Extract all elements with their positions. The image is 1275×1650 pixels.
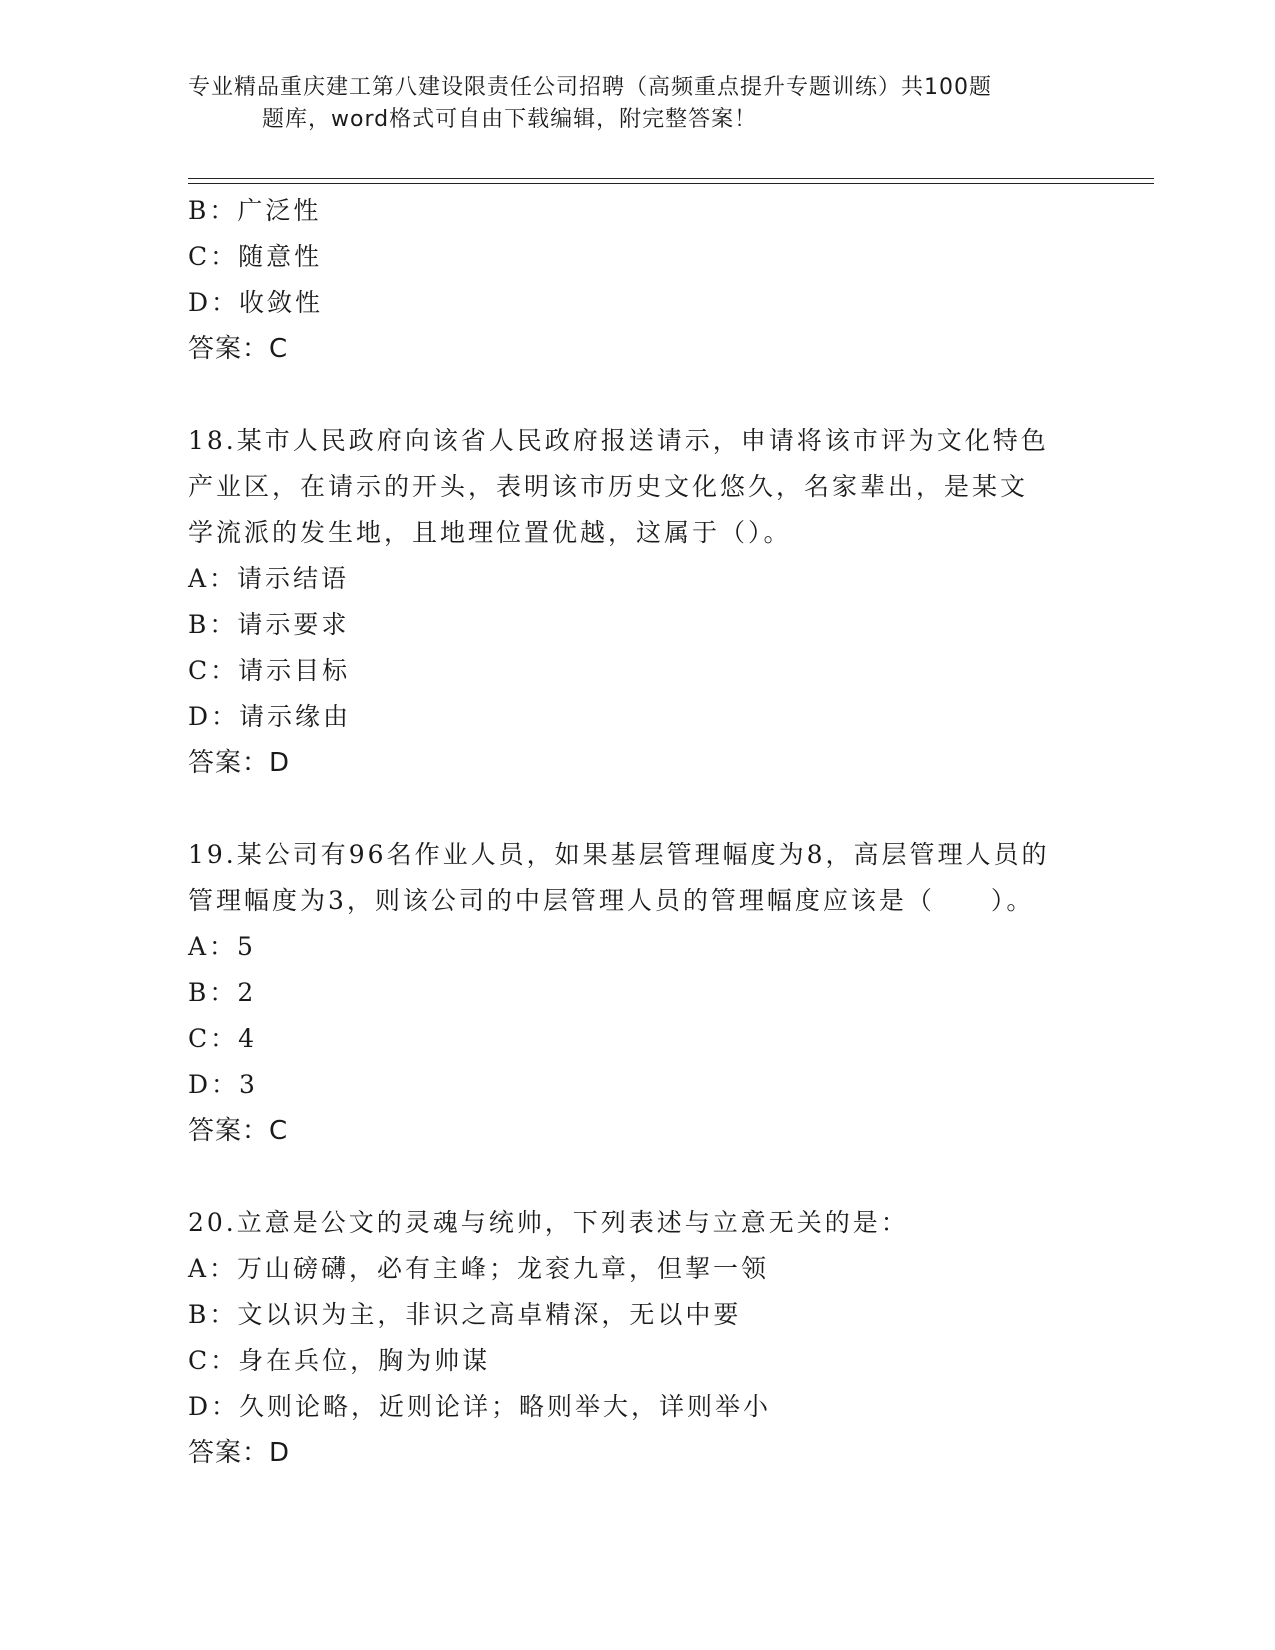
question-18 — [188, 418, 1088, 786]
question-stem-line: 19.某公司有96名作业人员，如果基层管理幅度为8，高层管理人员的 — [188, 840, 1050, 869]
option-d: D：3 — [188, 1070, 258, 1099]
header-divider-bottom — [188, 183, 1154, 184]
question-stem-line: 管理幅度为3，则该公司的中层管理人员的管理幅度应该是（ ）。 — [188, 886, 1035, 915]
page-header — [188, 72, 1068, 136]
answer-line: 答案：C — [188, 1116, 289, 1146]
header-title-line-2: 题库，word格式可自由下载编辑，附完整答案！ — [262, 107, 758, 132]
option-c: C：身在兵位，胸为帅谋 — [188, 1346, 491, 1375]
question-17-tail — [188, 188, 1088, 372]
option-a: A：请示结语 — [188, 564, 350, 593]
option-d: D：收敛性 — [188, 288, 324, 317]
header-divider-top — [188, 178, 1154, 179]
question-content — [188, 188, 1088, 1476]
question-20 — [188, 1200, 1088, 1476]
option-b: B：2 — [188, 978, 257, 1007]
option-c: C：请示目标 — [188, 656, 351, 685]
header-title-line-1: 专业精品重庆建工第八建设限责任公司招聘（高频重点提升专题训练）共100题 — [188, 75, 992, 100]
question-stem-line: 产业区，在请示的开头，表明该市历史文化悠久，名家辈出，是某文 — [188, 472, 1029, 501]
question-stem-line: 20.立意是公文的灵魂与统帅，下列表述与立意无关的是： — [188, 1208, 909, 1237]
question-19 — [188, 832, 1088, 1154]
option-d: D：请示缘由 — [188, 702, 352, 731]
question-stem-line: 18.某市人民政府向该省人民政府报送请示，申请将该市评为文化特色 — [188, 426, 1049, 455]
option-b: B：请示要求 — [188, 610, 350, 639]
answer-line: 答案：D — [188, 748, 291, 778]
answer-line: 答案：C — [188, 334, 289, 364]
option-b: B：广泛性 — [188, 196, 322, 225]
answer-line: 答案：D — [188, 1438, 291, 1468]
option-a: A：万山磅礴，必有主峰；龙衮九章，但挈一领 — [188, 1254, 770, 1283]
option-b: B：文以识为主，非识之高卓精深，无以中要 — [188, 1300, 742, 1329]
option-d: D：久则论略，近则论详；略则举大，详则举小 — [188, 1392, 772, 1421]
option-c: C：4 — [188, 1024, 258, 1053]
option-a: A：5 — [188, 932, 256, 961]
question-stem-line: 学流派的发生地，且地理位置优越，这属于（）。 — [188, 518, 792, 547]
option-c: C：随意性 — [188, 242, 323, 271]
